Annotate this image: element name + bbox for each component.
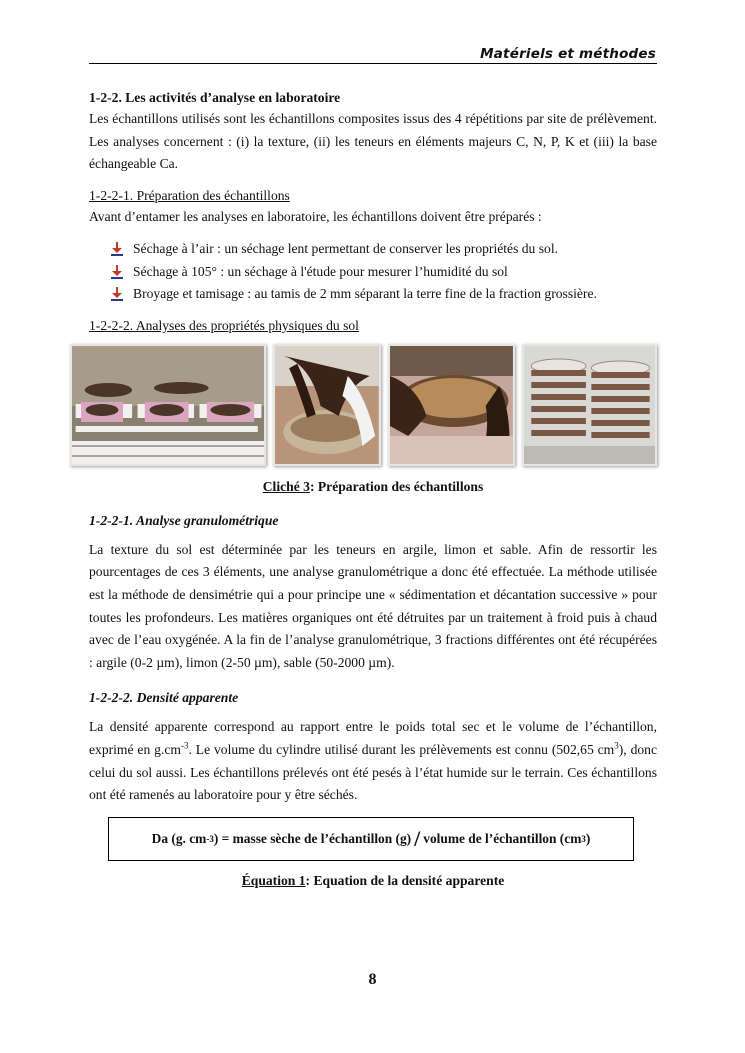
arrow-bullet-icon [111,242,123,256]
figure-caption-text: : Préparation des échantillons [309,478,484,494]
prep-intro: Avant d’entamer les analyses en laboratoire, les échantillons doivent être préparés : [89,208,542,224]
list-item [111,238,657,261]
equation-caption [89,871,657,891]
photo-strip [70,344,657,466]
drying-trays-photo [70,344,266,466]
page-number: 8 [368,971,377,988]
list-item [111,261,657,284]
running-header: Matériels et méthodes [480,46,656,62]
page-content [89,88,657,891]
mortar-grinding-photo [273,344,381,466]
sample-containers-photo [522,344,657,466]
density-volume-sup: 3 [614,740,619,751]
equation-lhs-end: ) = masse sèche de l’échantillon (g) [213,830,412,846]
section-intro: Les échantillons utilisés sont les échantillons composites issus des 4 répétitions par site de prélèvement. Les analyses concernent : (i) la texture, (ii) les teneurs en éléments majeurs C, N, P, K et (iii) la base échangeable Ca. [89,111,657,172]
density-heading: 1-2-2-2. Densité apparente [89,690,239,706]
density-unit-sup: -3 [180,740,189,751]
equation-rhs-end: ) [585,830,591,846]
equation-lhs: Da (g. cm [151,830,207,846]
prep-bullet-list [89,238,657,306]
arrow-bullet-icon [111,265,123,279]
physical-heading: 1-2-2-2. Analyses des propriétés physiques du sol [89,317,359,333]
figure-caption-label: Cliché 3 [262,478,310,494]
granulo-text: La texture du sol est déterminée par les teneurs en argile, limon et sable. Afin de ressortir les pourcentages de ces 3 éléments, une analyse granulométrique a donc été effectuée. La méthode utilisée est la méthode de densimétrie qui a pour principe une « sédimentation et décantation successive » pour toutes les profondeurs. Les matières organiques ont été détruites par un traitement à froid puis à chaud avec de l’eau oxygénée. A la fin de l’analyse granulométrique, 3 fractions différentes ont été récupérées : argile (0-2 µm), limon (2-50 µm), sable (50-2000 µm). [89,541,657,670]
density-text-c: ), donc celui du sol aussi. Les échantillons prélevés ont été pesés à l’état humide sur le terrain. Ces échantillons ont été ramenés au laboratoire pour y être séchés. [89,742,657,803]
granulo-heading: 1-2-2-1. Analyse granulométrique [89,512,279,528]
figure-caption [89,477,657,497]
equation-caption-text: : Equation de la densité apparente [305,872,505,888]
density-text [89,716,657,806]
arrow-bullet-icon [111,287,123,301]
bullet-text: Broyage et tamisage : au tamis de 2 mm séparant la terre fine de la fraction grossière. [133,286,597,302]
equation-slash: / [414,825,421,851]
prep-heading: 1-2-2-1. Préparation des échantillons [89,187,290,203]
section-heading: 1-2-2. Les activités d’analyse en laboratoire [89,90,341,105]
list-item [111,283,657,306]
density-text-a: La densité apparente correspond au rapport entre le poids total sec et le volume de l’échantillon, exprimé en g.cm [89,719,657,758]
sieving-photo [388,344,515,466]
equation-box: Da (g. cm -3 ) = masse sèche de l’échantillon (g) / volume de l’échantillon (cm 3 ) [108,817,634,861]
density-text-b: . Le volume du cylindre utilisé durant les prélèvements est connu (502,65 cm [188,742,615,758]
bullet-text: Séchage à 105° : un séchage à l'étude pour mesurer l’humidité du sol [133,263,508,279]
equation-caption-label: Équation 1 [241,872,306,888]
equation-rhs: volume de l’échantillon (cm [423,830,582,846]
header-rule [89,63,657,64]
bullet-text: Séchage à l’air : un séchage lent permettant de conserver les propriétés du sol. [133,241,559,257]
